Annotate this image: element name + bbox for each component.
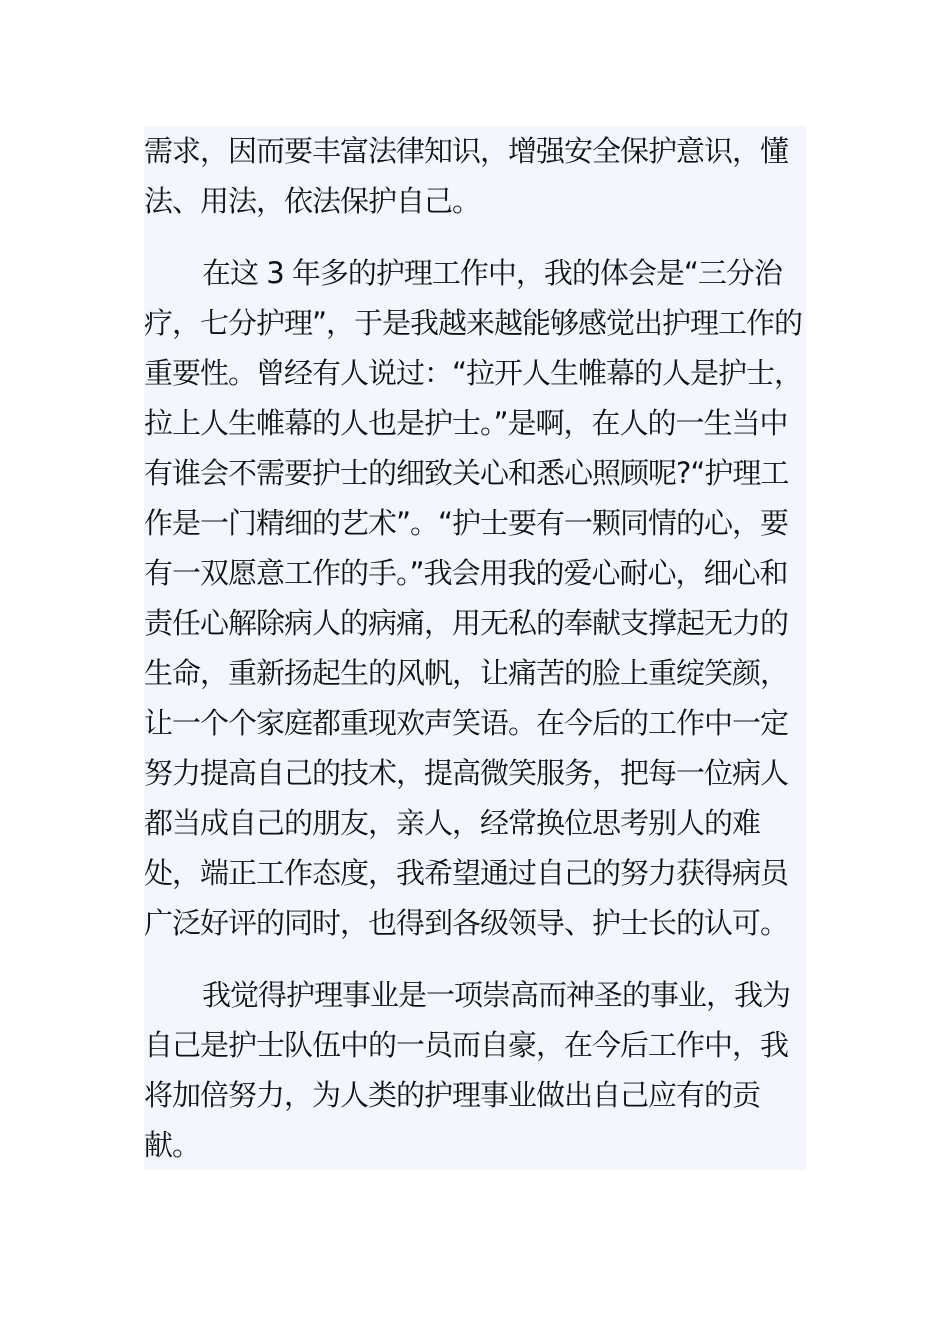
paragraph-3: 我觉得护理事业是一项崇高而神圣的事业，我为自己是护士队伍中的一员而自豪，在今后工作中，我将加倍努力，为人类的护理事业做出自己应有的贡献。 [144,978,791,1162]
paragraph-1: 需求，因而要丰富法律知识，增强安全保护意识，懂法、用法，依法保护自己。 [144,134,789,218]
document-body [144,126,806,1170]
paragraph-gap [144,948,806,970]
paragraph-gap [144,226,806,248]
paragraph-2: 在这 3 年多的护理工作中，我的体会是“三分治疗，七分护理”，于是我越来越能够感觉出护理工作的重要性。曾经有人说过：“拉开人生帷幕的人是护士，拉上人生帷幕的人也是护士。”是啊，在人的一生当中有谁会不需要护士的细致关心和悉心照顾呢?“护理工作是一门精细的艺术”。“护士要有一颗同情的心，要有一双愿意工作的手。”我会用我的爱心耐心，细心和责任心解除病人的病痛，用无私的奉献支撑起无力的生命，重新扬起生的风帆，让痛苦的脸上重绽笑颜，让一个个家庭都重现欢声笑语。在今后的工作中一定努力提高自己的技术，提高微笑服务，把每一位病人都当成自己的朋友，亲人，经常换位思考别人的难处，端正工作态度，我希望通过自己的努力获得病员广泛好评的同时，也得到各级领导、护士长的认可。 [144,256,803,940]
